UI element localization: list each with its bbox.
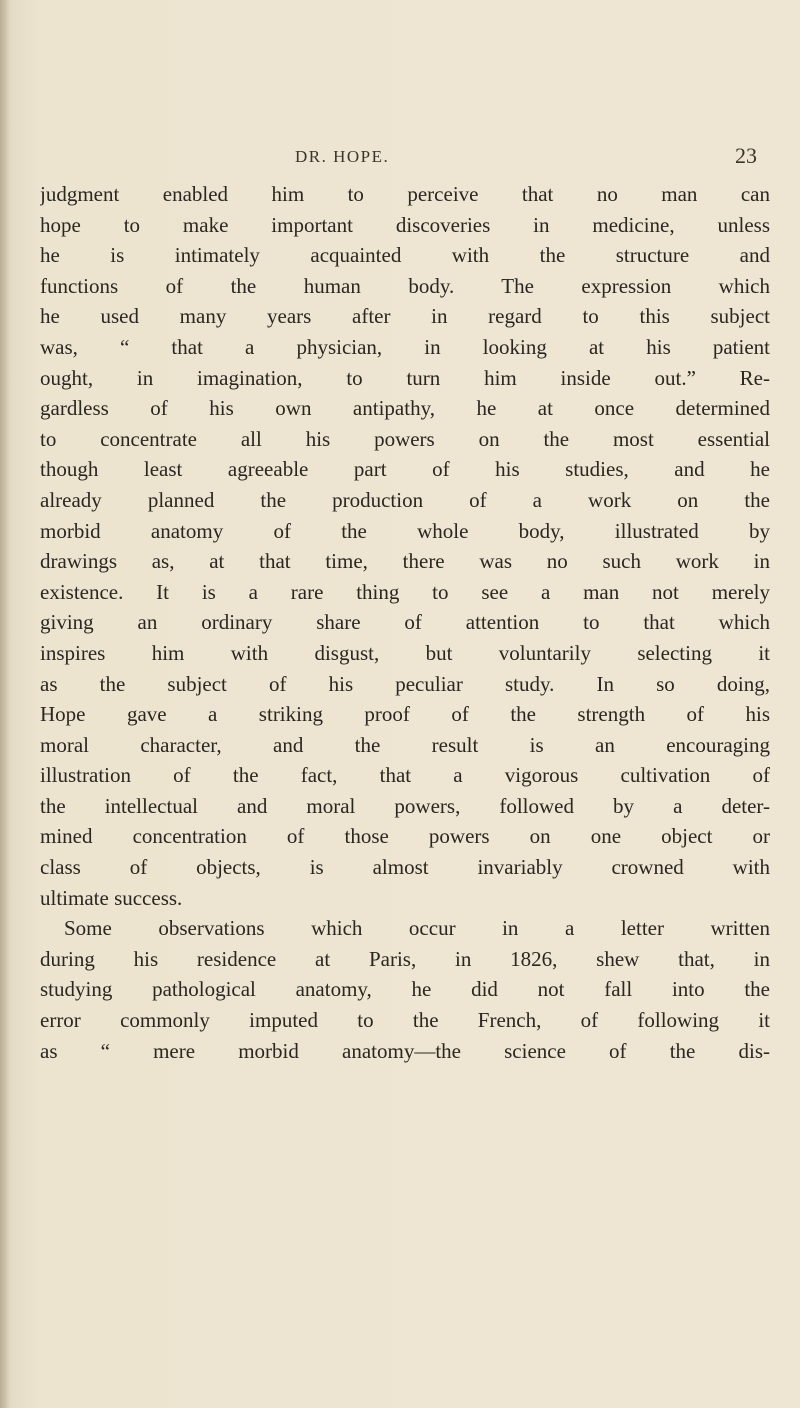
text-line: Some observations which occur in a letter written bbox=[64, 916, 770, 941]
text-line: error commonly imputed to the French, of following it bbox=[40, 1008, 770, 1033]
text-line: hope to make important discoveries in medicine, unless bbox=[40, 212, 770, 237]
running-head-title: DR. HOPE. bbox=[295, 147, 390, 166]
text-line: illustration of the fact, that a vigorous cultivation of bbox=[40, 763, 770, 788]
text-line: mined concentration of those powers on one object or bbox=[40, 824, 770, 849]
text-line: moral character, and the result is an encouraging bbox=[40, 732, 770, 757]
text-line: during his residence at Paris, in 1826, shew that, in bbox=[40, 946, 770, 971]
text-line: as “ mere morbid anatomy—the science of the dis- bbox=[40, 1038, 770, 1063]
text-line: he used many years after in regard to this subject bbox=[40, 304, 770, 329]
text-line: inspires him with disgust, but voluntarily selecting it bbox=[40, 640, 770, 665]
text-line: morbid anatomy of the whole body, illustrated by bbox=[40, 518, 770, 543]
text-line: giving an ordinary share of attention to that which bbox=[40, 610, 770, 635]
text-line: already planned the production of a work on the bbox=[40, 487, 770, 512]
page-number: 23 bbox=[735, 143, 757, 168]
text-line: as the subject of his peculiar study. In so doing, bbox=[40, 671, 770, 696]
text-line: he is intimately acquainted with the structure and bbox=[40, 243, 770, 268]
text-line: Hope gave a striking proof of the strength of his bbox=[40, 702, 770, 727]
text-line: the intellectual and moral powers, followed by a deter- bbox=[40, 793, 770, 818]
running-head bbox=[0, 143, 800, 173]
body-text bbox=[40, 179, 770, 1066]
spine-shadow bbox=[0, 0, 10, 1408]
text-line: existence. It is a rare thing to see a man not merely bbox=[40, 579, 770, 604]
text-line: was, “ that a physician, in looking at his patient bbox=[40, 334, 770, 359]
text-line: to concentrate all his powers on the most essential bbox=[40, 426, 770, 451]
text-line: functions of the human body. The expression which bbox=[40, 273, 770, 298]
text-line: studying pathological anatomy, he did not fall into the bbox=[40, 977, 770, 1002]
text-line: class of objects, is almost invariably crowned with bbox=[40, 855, 770, 880]
text-line: judgment enabled him to perceive that no man can bbox=[40, 182, 770, 206]
text-line: though least agreeable part of his studies, and he bbox=[40, 457, 770, 482]
text-line: drawings as, at that time, there was no such work in bbox=[40, 549, 770, 574]
text-line: gardless of his own antipathy, he at once determined bbox=[40, 396, 770, 421]
text-line: ultimate success. bbox=[40, 885, 183, 910]
text-line: ought, in imagination, to turn him inside out.” Re- bbox=[40, 365, 770, 390]
